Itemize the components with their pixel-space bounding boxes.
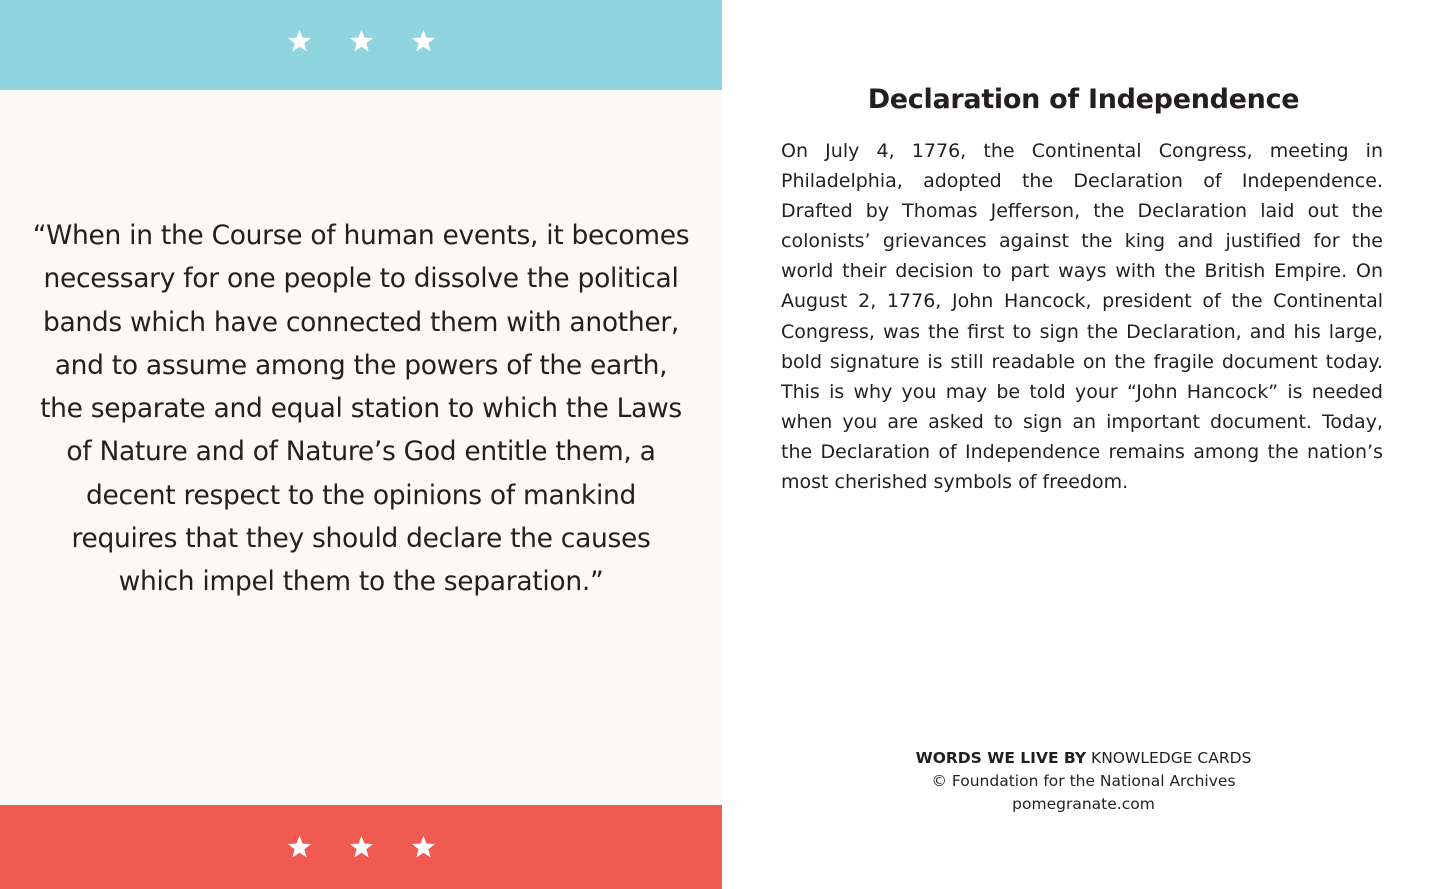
star-icon — [286, 834, 313, 861]
top-stars — [0, 28, 722, 55]
star-icon — [348, 28, 375, 55]
website-line: pomegranate.com — [1012, 795, 1155, 813]
star-icon — [348, 834, 375, 861]
card-description: On July 4, 1776, the Continental Congress, meeting in Philadelphia, adopted the Declaration of Independence. Drafted by Thomas Jefferson, the Declaration laid out the colonists’ grievances against the king and justified for the world their decision to part ways with the British Empire. On August 2, 1776, John Hancock, president of the Continental Congress, was the first to sign the Declaration, and his large, bold signature is still readable on the fragile document today. This is why you may be told your “John Hancock” is needed when you are asked to sign an important document. Today, the Declaration of Independence remains among the nation’s most cherished symbols of freedom. — [781, 140, 1383, 494]
card-title: Declaration of Independence — [867, 84, 1300, 115]
series-brand: WORDS WE LIVE BY — [915, 749, 1087, 767]
series-suffix: KNOWLEDGE CARDS — [1086, 749, 1252, 767]
bottom-color-band — [0, 805, 722, 889]
top-color-band — [0, 0, 722, 90]
star-icon — [286, 28, 313, 55]
card-footer — [722, 747, 1445, 816]
copyright-line: © Foundation for the National Archives — [931, 772, 1236, 790]
declaration-quote: “When in the Course of human events, it becomes necessary for one people to dissolve the political bands which have connected them with another, and to assume among the powers of the earth, the separate and equal station to which the Laws of Nature and of Nature’s God entitle them, a decent respect to the opinions of mankind requires that they should declare the causes which impel them to the separation.” — [32, 220, 690, 598]
star-icon — [410, 834, 437, 861]
star-icon — [410, 28, 437, 55]
bottom-stars — [0, 834, 722, 861]
card-back — [722, 0, 1445, 889]
series-line — [722, 747, 1445, 770]
card-front — [0, 0, 722, 889]
